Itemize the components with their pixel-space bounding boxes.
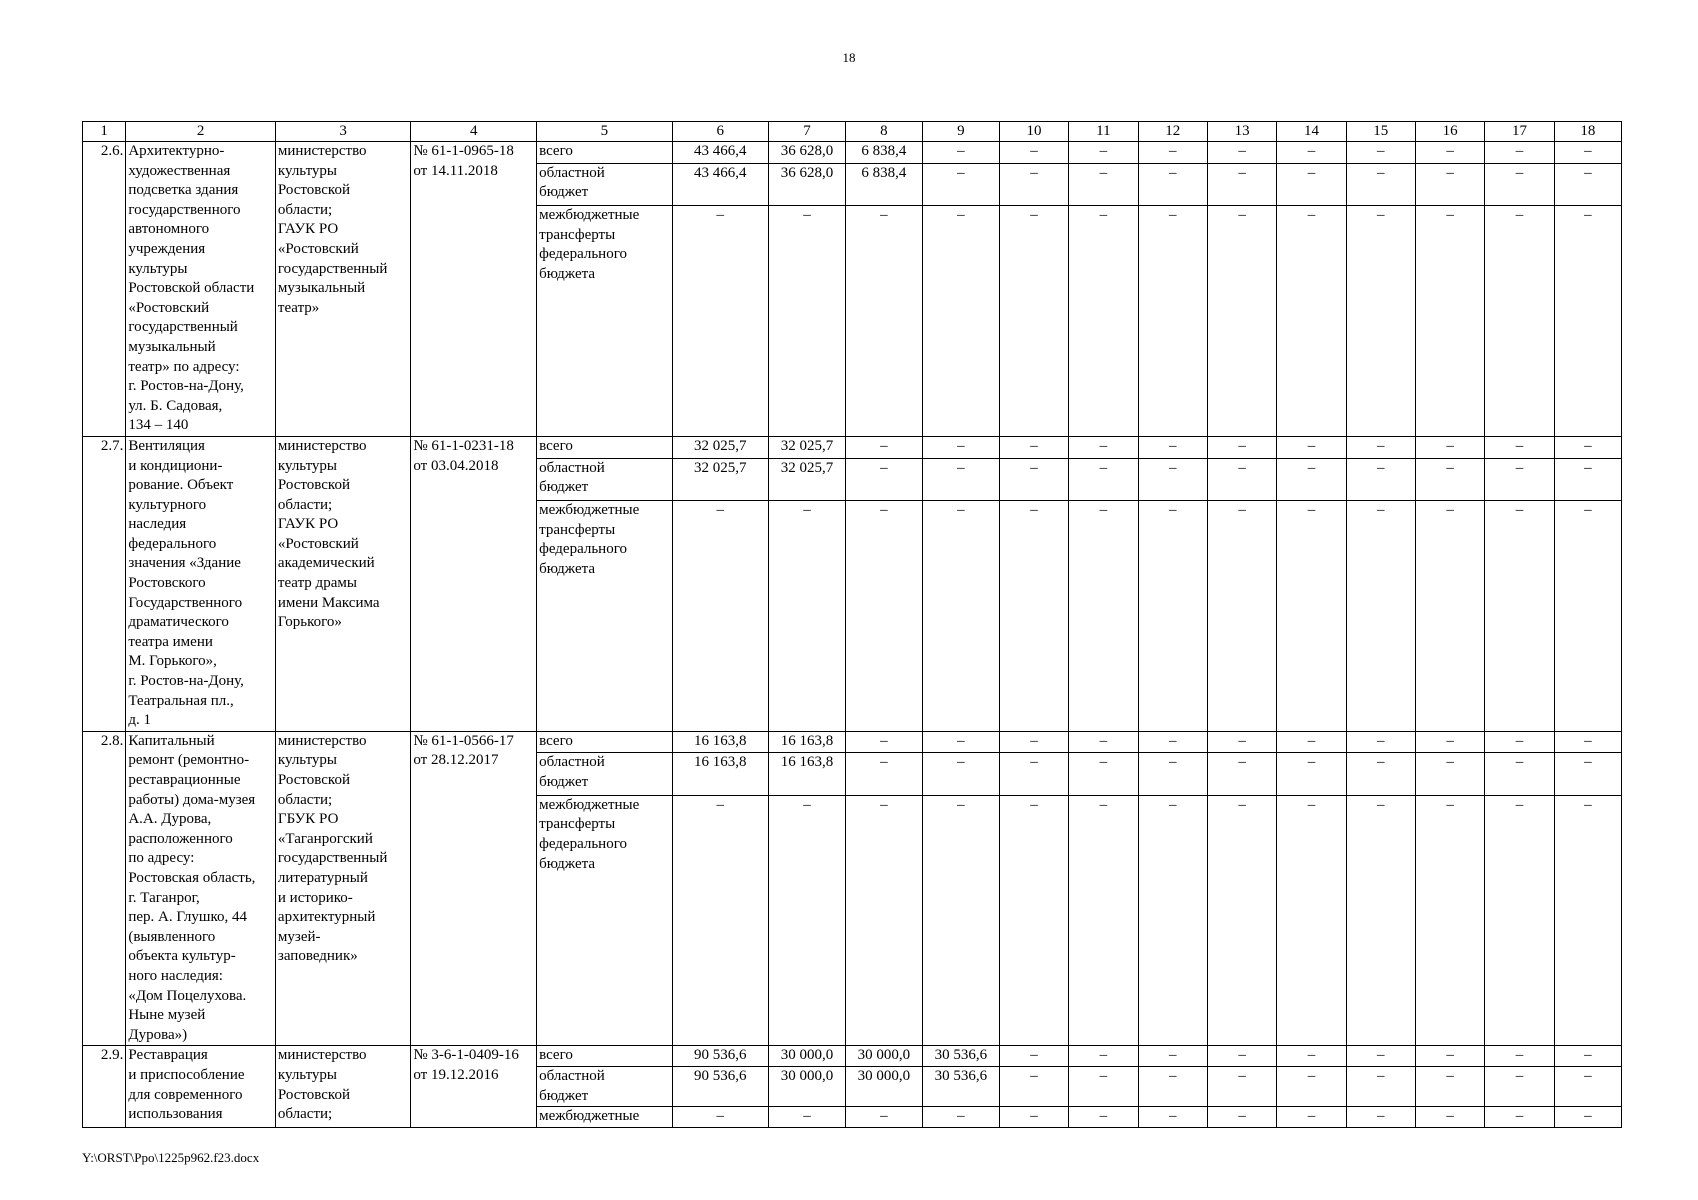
amount-cell: – [1346,795,1415,1046]
amount-cell: – [1069,206,1138,437]
amount-cell: – [922,206,999,437]
amount-cell: – [1485,795,1554,1046]
amount-cell: – [1277,500,1346,731]
amount-cell: – [922,795,999,1046]
amount-cell: 90 536,6 [672,1066,768,1106]
amount-cell: – [1554,1046,1621,1067]
amount-cell: – [922,1107,999,1128]
amount-cell: – [999,1066,1068,1106]
amount-cell: – [999,1107,1068,1128]
object-name: Реставрация и приспособление для современного использования [126,1046,276,1127]
object-name: Капитальный ремонт (ремонтно- реставрационные работы) дома-музея А.А. Дурова, расположенного по адресу: Ростовская область, г. Таганрог, пер. А. Глушко, 44 (выявленного объекта культур- ного наследия: «Дом Поцелухова. Ныне музей Дурова») [126,731,276,1046]
table-row [83,142,1622,164]
amount-cell: – [1346,142,1415,164]
amount-cell: – [845,1107,922,1128]
amount-cell: 43 466,4 [672,163,768,205]
amount-cell: – [999,731,1068,753]
amount-cell: – [999,163,1068,205]
funding-source: областной бюджет [537,753,672,795]
column-header-4: 4 [411,122,537,142]
amount-cell: – [999,436,1068,458]
contract-doc: № 61-1-0231-18 от 03.04.2018 [411,436,537,731]
table-row [83,1046,1622,1067]
amount-cell: – [1277,436,1346,458]
amount-cell: – [1415,795,1484,1046]
amount-cell: – [1485,163,1554,205]
column-header-16: 16 [1415,122,1484,142]
column-header-6: 6 [672,122,768,142]
amount-cell: 32 025,7 [672,436,768,458]
amount-cell: – [1346,1046,1415,1067]
amount-cell: – [1277,142,1346,164]
amount-cell: 6 838,4 [845,163,922,205]
amount-cell: – [1346,436,1415,458]
amount-cell: – [1069,458,1138,500]
amount-cell: – [1415,142,1484,164]
object-name: Архитектурно- художественная подсветка здания государственного автономного учреждения культуры Ростовской области «Ростовский государственный музыкальный театр» по адресу: г. Ростов-на-Дону, ул. Б. Садовая, 134 – 140 [126,142,276,437]
amount-cell: – [1138,206,1207,437]
amount-cell: – [922,142,999,164]
amount-cell: – [1415,458,1484,500]
amount-cell: – [1207,458,1276,500]
amount-cell: – [672,795,768,1046]
column-header-13: 13 [1207,122,1276,142]
amount-cell: – [1069,753,1138,795]
funding-source: областной бюджет [537,1066,672,1106]
amount-cell: – [1415,500,1484,731]
amount-cell: – [1069,1046,1138,1067]
amount-cell: 32 025,7 [672,458,768,500]
amount-cell: – [1069,142,1138,164]
contract-doc: № 3-6-1-0409-16 от 19.12.2016 [411,1046,537,1127]
amount-cell: – [1346,1107,1415,1128]
amount-cell: 32 025,7 [769,458,846,500]
amount-cell: – [999,500,1068,731]
amount-cell: – [1346,458,1415,500]
amount-cell: – [1069,795,1138,1046]
amount-cell: – [1485,753,1554,795]
amount-cell: – [1277,163,1346,205]
column-header-11: 11 [1069,122,1138,142]
amount-cell: – [1485,458,1554,500]
amount-cell: 30 000,0 [845,1066,922,1106]
funding-source: всего [537,436,672,458]
executor: министерство культуры Ростовской области; ГБУК РО «Таганрогский государственный литературный и историко- архитектурный музей- заповедник» [275,731,410,1046]
amount-cell: – [1485,1066,1554,1106]
amount-cell: – [1485,731,1554,753]
amount-cell: – [1554,731,1621,753]
row-id: 2.8. [83,731,126,1046]
amount-cell: – [1138,1107,1207,1128]
amount-cell: – [1138,458,1207,500]
amount-cell: – [1207,1107,1276,1128]
funding-source: всего [537,731,672,753]
amount-cell: – [922,436,999,458]
column-header-15: 15 [1346,122,1415,142]
column-header-18: 18 [1554,122,1621,142]
amount-cell: – [1277,1046,1346,1067]
amount-cell: – [999,1046,1068,1067]
amount-cell: – [845,206,922,437]
column-header-8: 8 [845,122,922,142]
amount-cell: – [1207,436,1276,458]
amount-cell: – [1346,163,1415,205]
amount-cell: – [1554,795,1621,1046]
amount-cell: – [1138,163,1207,205]
amount-cell: 32 025,7 [769,436,846,458]
amount-cell: – [1138,753,1207,795]
amount-cell: – [845,753,922,795]
amount-cell: – [1138,500,1207,731]
amount-cell: – [1554,163,1621,205]
amount-cell: – [1207,1066,1276,1106]
amount-cell: – [1415,163,1484,205]
amount-cell: – [922,753,999,795]
amount-cell: – [845,458,922,500]
funding-source: межбюджетные трансферты федерального бюджета [537,500,672,731]
amount-cell: – [1554,1107,1621,1128]
amount-cell: – [1415,1066,1484,1106]
amount-cell: 30 000,0 [769,1066,846,1106]
amount-cell: – [1415,1046,1484,1067]
amount-cell: – [999,206,1068,437]
column-header-5: 5 [537,122,672,142]
amount-cell: – [1415,731,1484,753]
executor: министерство культуры Ростовской области; ГАУК РО «Ростовский академический театр драмы имени Максима Горького» [275,436,410,731]
amount-cell: – [922,163,999,205]
amount-cell: – [672,500,768,731]
amount-cell: – [1485,1107,1554,1128]
amount-cell: – [769,206,846,437]
amount-cell: – [1346,731,1415,753]
amount-cell: – [1485,142,1554,164]
column-header-7: 7 [769,122,846,142]
amount-cell: – [1207,731,1276,753]
column-header-1: 1 [83,122,126,142]
amount-cell: – [1207,500,1276,731]
amount-cell: – [1277,753,1346,795]
amount-cell: – [922,731,999,753]
amount-cell: – [1138,1066,1207,1106]
amount-cell: – [1415,1107,1484,1128]
amount-cell: – [1277,206,1346,437]
amount-cell: – [1554,142,1621,164]
amount-cell: – [1415,436,1484,458]
amount-cell: – [1277,731,1346,753]
funding-source: межбюджетные [537,1107,672,1128]
funding-source: межбюджетные трансферты федерального бюджета [537,206,672,437]
amount-cell: – [1138,1046,1207,1067]
amount-cell: – [1207,795,1276,1046]
amount-cell: 6 838,4 [845,142,922,164]
column-header-12: 12 [1138,122,1207,142]
amount-cell: – [769,500,846,731]
amount-cell: – [999,458,1068,500]
amount-cell: – [769,1107,846,1128]
amount-cell: – [1485,206,1554,437]
amount-cell: 16 163,8 [769,753,846,795]
amount-cell: 30 000,0 [769,1046,846,1067]
column-header-10: 10 [999,122,1068,142]
amount-cell: – [999,142,1068,164]
column-header-9: 9 [922,122,999,142]
row-id: 2.6. [83,142,126,437]
budget-table [82,121,1622,1128]
table-body [83,142,1622,1128]
amount-cell: – [1207,753,1276,795]
amount-cell: – [672,1107,768,1128]
funding-source: межбюджетные трансферты федерального бюджета [537,795,672,1046]
amount-cell: – [1277,458,1346,500]
amount-cell: 30 536,6 [922,1066,999,1106]
column-header-17: 17 [1485,122,1554,142]
amount-cell: 43 466,4 [672,142,768,164]
amount-cell: – [769,795,846,1046]
funding-source: областной бюджет [537,163,672,205]
amount-cell: – [1346,500,1415,731]
amount-cell: – [1069,731,1138,753]
amount-cell: – [845,436,922,458]
amount-cell: – [1554,458,1621,500]
row-id: 2.9. [83,1046,126,1127]
amount-cell: – [1277,1066,1346,1106]
amount-cell: – [922,500,999,731]
amount-cell: – [1207,1046,1276,1067]
amount-cell: – [1277,1107,1346,1128]
contract-doc: № 61-1-0965-18 от 14.11.2018 [411,142,537,437]
amount-cell: – [1138,436,1207,458]
amount-cell: – [999,753,1068,795]
amount-cell: – [1554,436,1621,458]
amount-cell: 16 163,8 [672,731,768,753]
contract-doc: № 61-1-0566-17 от 28.12.2017 [411,731,537,1046]
amount-cell: 36 628,0 [769,163,846,205]
amount-cell: – [922,458,999,500]
column-header-3: 3 [275,122,410,142]
amount-cell: – [1485,436,1554,458]
column-number-header [83,122,1622,142]
amount-cell: – [1207,206,1276,437]
column-header-2: 2 [126,122,276,142]
funding-source: всего [537,1046,672,1067]
amount-cell: 16 163,8 [769,731,846,753]
amount-cell: – [845,795,922,1046]
amount-cell: – [1554,1066,1621,1106]
amount-cell: – [1138,795,1207,1046]
amount-cell: – [1138,142,1207,164]
amount-cell: – [1207,163,1276,205]
amount-cell: – [1069,1107,1138,1128]
amount-cell: – [1415,206,1484,437]
amount-cell: – [1554,206,1621,437]
amount-cell: 90 536,6 [672,1046,768,1067]
amount-cell: 16 163,8 [672,753,768,795]
amount-cell: – [672,206,768,437]
column-header-14: 14 [1277,122,1346,142]
amount-cell: 36 628,0 [769,142,846,164]
executor: министерство культуры Ростовской области; [275,1046,410,1127]
row-id: 2.7. [83,436,126,731]
table-row [83,731,1622,753]
funding-source: областной бюджет [537,458,672,500]
table-row [83,436,1622,458]
amount-cell: – [1069,500,1138,731]
amount-cell: – [1485,500,1554,731]
amount-cell: – [1554,500,1621,731]
amount-cell: – [845,500,922,731]
amount-cell: 30 536,6 [922,1046,999,1067]
executor: министерство культуры Ростовской области; ГАУК РО «Ростовский государственный музыкальный театр» [275,142,410,437]
amount-cell: – [1346,753,1415,795]
footer-file-path: Y:\ORST\Ppo\1225p962.f23.docx [82,1150,260,1165]
funding-source: всего [537,142,672,164]
amount-cell: – [1346,206,1415,437]
page-number: 18 [842,50,856,65]
amount-cell: – [1415,753,1484,795]
amount-cell: – [1069,163,1138,205]
amount-cell: 30 000,0 [845,1046,922,1067]
amount-cell: – [1069,1066,1138,1106]
object-name: Вентиляция и кондициони- рование. Объект культурного наследия федерального значения «Здание Ростовского Государственного драматического театра имени М. Горького», г. Ростов-на-Дону, Театральная пл., д. 1 [126,436,276,731]
amount-cell: – [1138,731,1207,753]
amount-cell: – [1277,795,1346,1046]
amount-cell: – [999,795,1068,1046]
amount-cell: – [1346,1066,1415,1106]
amount-cell: – [1207,142,1276,164]
amount-cell: – [1554,753,1621,795]
amount-cell: – [1485,1046,1554,1067]
amount-cell: – [845,731,922,753]
amount-cell: – [1069,436,1138,458]
